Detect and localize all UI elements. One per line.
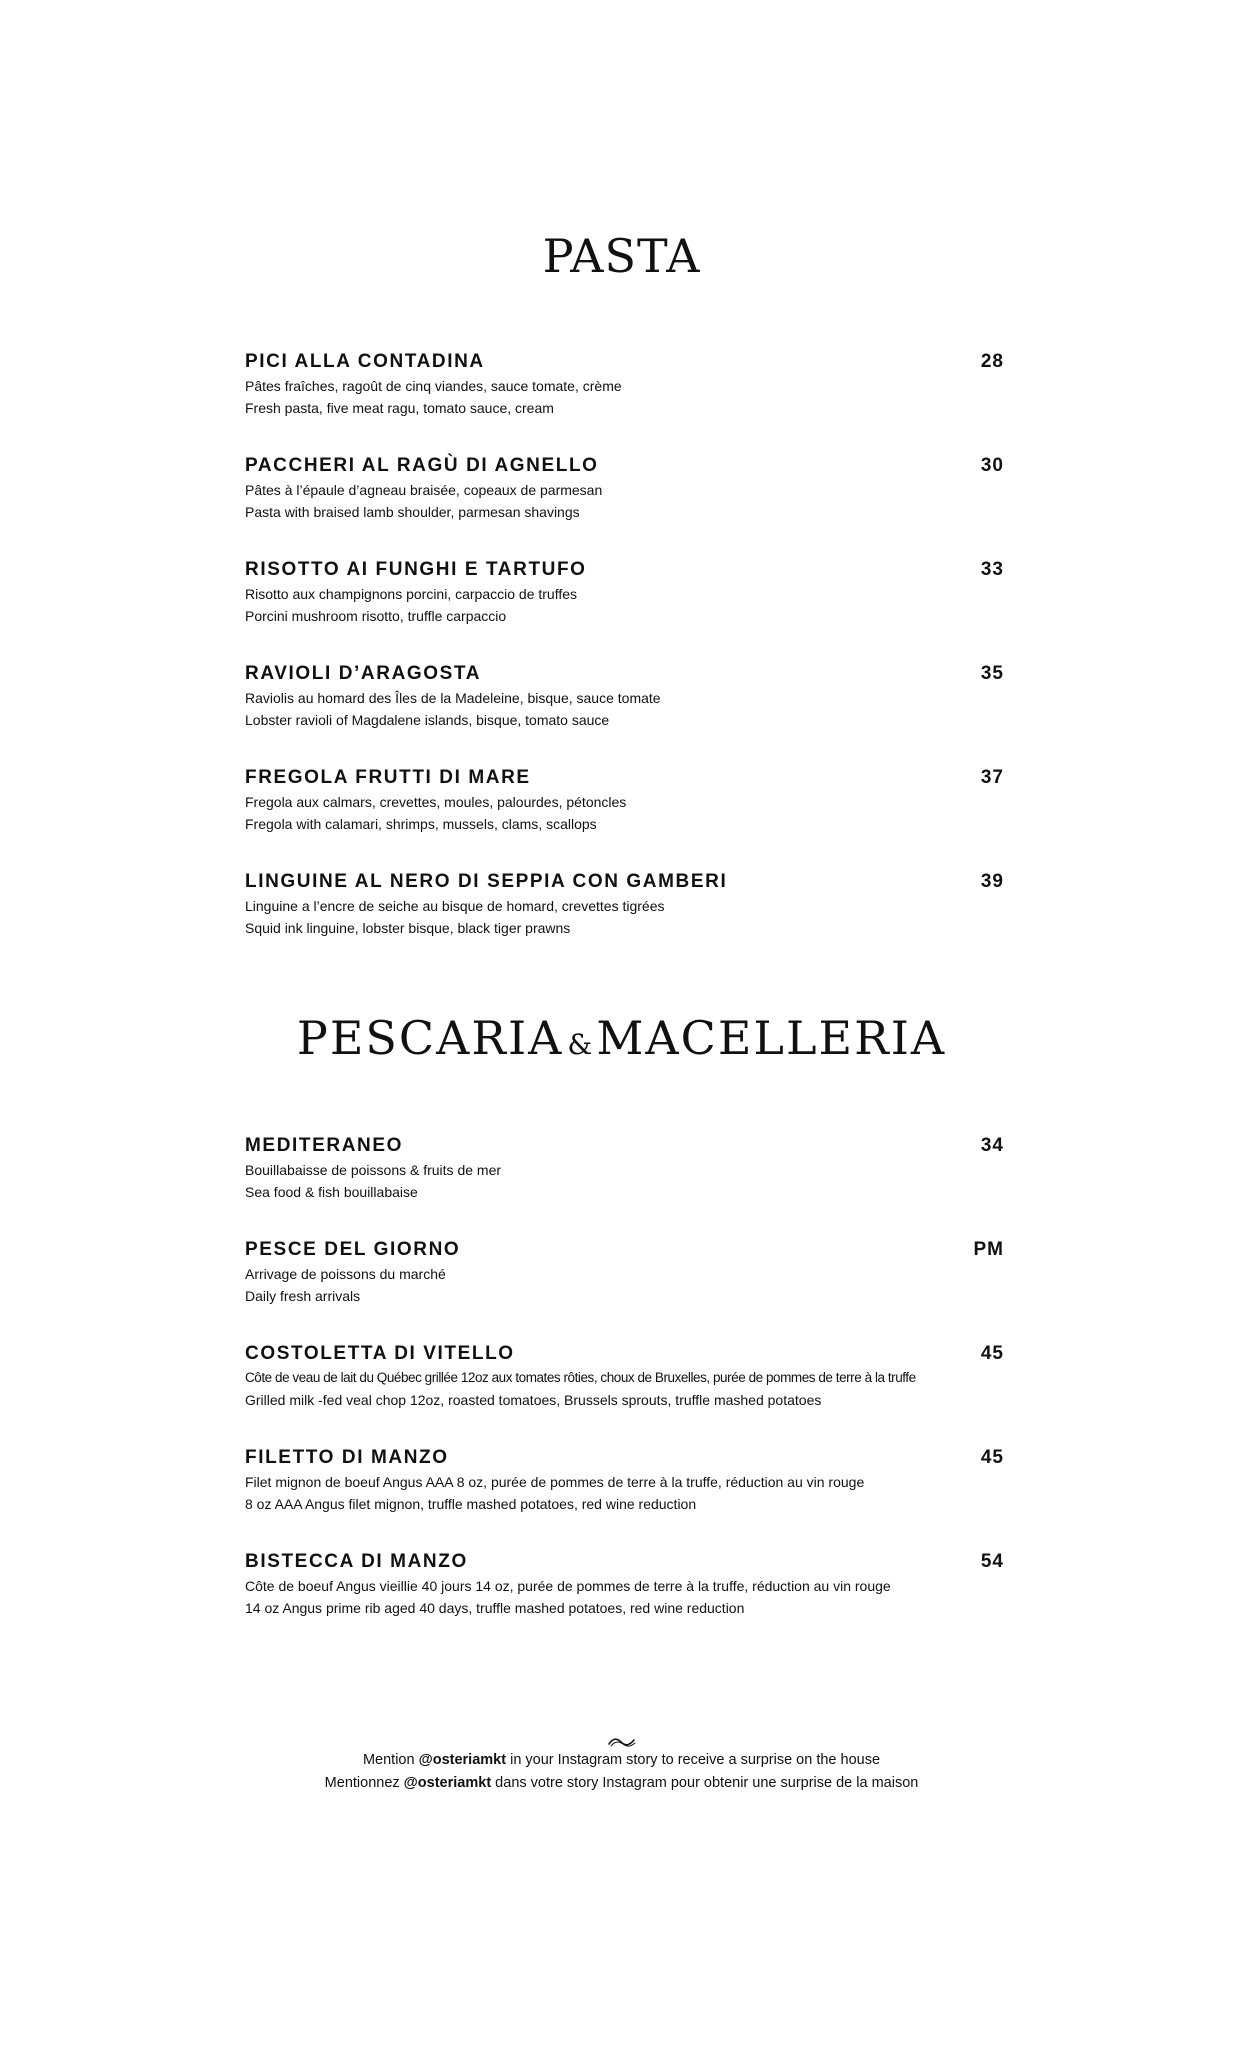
item-price: 28 [980,351,1004,372]
item-price: 35 [980,663,1004,684]
item-name: PICI ALLA CONTADINA [245,351,485,372]
item-name: BISTECCA DI MANZO [245,1551,468,1572]
footer-line-en [0,1749,1243,1772]
item-desc-en: Porcini mushroom risotto, truffle carpaccio [245,608,507,624]
title-part-pescaria: PESCARIA [296,1011,564,1065]
item-desc-fr: Risotto aux champignons porcini, carpaccio de truffes [245,586,578,602]
footer-text: in your Instagram story to receive a surprise on the house [506,1752,881,1768]
menu-item [245,1237,1004,1341]
item-desc-en: Lobster ravioli of Magdalene islands, bisque, tomato sauce [245,712,610,728]
item-desc-en: Fregola with calamari, shrimps, mussels, clams, scallops [245,816,597,832]
section-title-pescaria-macelleria [0,1010,1243,1073]
pasta-items [245,349,1004,973]
instagram-handle: @osteriamkt [403,1775,492,1791]
item-price: 54 [980,1551,1004,1572]
menu-item [245,869,1004,973]
menu-item [245,453,1004,557]
item-desc-fr: Côte de boeuf Angus vieillie 40 jours 14 oz, purée de pommes de terre à la truffe, réduction au vin rouge [245,1578,891,1594]
item-desc-fr: Pâtes à l’épaule d’agneau braisée, copeaux de parmesan [245,482,603,498]
item-desc-en: 14 oz Angus prime rib aged 40 days, truffle mashed potatoes, red wine reduction [245,1600,745,1616]
menu-item [245,661,1004,765]
item-desc-en: 8 oz AAA Angus filet mignon, truffle mashed potatoes, red wine reduction [245,1496,697,1512]
item-desc-en: Daily fresh arrivals [245,1288,361,1304]
footer-text: Mentionnez [324,1775,404,1791]
item-desc-fr: Filet mignon de boeuf Angus AAA 8 oz, purée de pommes de terre à la truffe, réduction au vin rouge [245,1474,865,1490]
footer-line-fr [0,1772,1243,1795]
pescaria-items [245,1133,1004,1653]
item-desc-en: Pasta with braised lamb shoulder, parmesan shavings [245,504,580,520]
item-desc-en: Fresh pasta, five meat ragu, tomato sauce, cream [245,400,554,416]
item-name: PESCE DEL GIORNO [245,1239,461,1260]
flourish-icon [607,1735,637,1749]
item-desc-en: Grilled milk -fed veal chop 12oz, roasted tomatoes, Brussels sprouts, truffle mashed potatoes [245,1392,822,1408]
item-price: 33 [980,559,1004,580]
item-price: 37 [980,767,1004,788]
item-name: RISOTTO AI FUNGHI E TARTUFO [245,559,587,580]
menu-item [245,349,1004,453]
menu-item [245,1549,1004,1653]
menu-item [245,765,1004,869]
menu-item [245,1133,1004,1237]
item-price: 45 [980,1343,1004,1364]
footer-text: dans votre story Instagram pour obtenir une surprise de la maison [491,1775,919,1791]
item-name: FILETTO DI MANZO [245,1447,449,1468]
item-name: LINGUINE AL NERO DI SEPPIA CON GAMBERI [245,871,728,892]
item-name: COSTOLETTA DI VITELLO [245,1343,515,1364]
instagram-handle: @osteriamkt [418,1752,507,1768]
footer [0,1735,1243,1795]
item-price: PM [973,1239,1004,1260]
title-part-macelleria: MACELLERIA [596,1011,947,1065]
item-price: 34 [980,1135,1004,1156]
item-name: FREGOLA FRUTTI DI MARE [245,767,531,788]
item-price: 30 [980,455,1004,476]
item-desc-fr: Fregola aux calmars, crevettes, moules, palourdes, pétoncles [245,794,627,810]
footer-text: Mention [362,1752,419,1768]
title-ampersand: & [567,1028,593,1061]
menu-item [245,557,1004,661]
item-price: 39 [980,871,1004,892]
item-desc-fr: Raviolis au homard des Îles de la Madeleine, bisque, sauce tomate [245,690,661,706]
menu-item [245,1341,1004,1445]
menu-item [245,1445,1004,1549]
item-price: 45 [980,1447,1004,1468]
item-name: RAVIOLI D’ARAGOSTA [245,663,482,684]
item-desc-fr: Bouillabaisse de poissons & fruits de mer [245,1162,502,1178]
item-desc-fr: Côte de veau de lait du Québec grillée 12oz aux tomates rôties, choux de Bruxelles, purée de pommes de terre à la truffe [245,1370,916,1385]
item-desc-fr: Linguine a l’encre de seiche au bisque de homard, crevettes tigrées [245,898,665,914]
item-desc-fr: Arrivage de poissons du marché [245,1266,446,1282]
item-desc-fr: Pâtes fraîches, ragoût de cinq viandes, sauce tomate, crème [245,378,622,394]
item-desc-en: Squid ink linguine, lobster bisque, black tiger prawns [245,920,571,936]
section-title-pasta: PASTA [542,229,701,283]
item-name: PACCHERI AL RAGÙ DI AGNELLO [245,455,599,476]
item-name: MEDITERANEO [245,1135,403,1156]
item-desc-en: Sea food & fish bouillabaise [245,1184,418,1200]
